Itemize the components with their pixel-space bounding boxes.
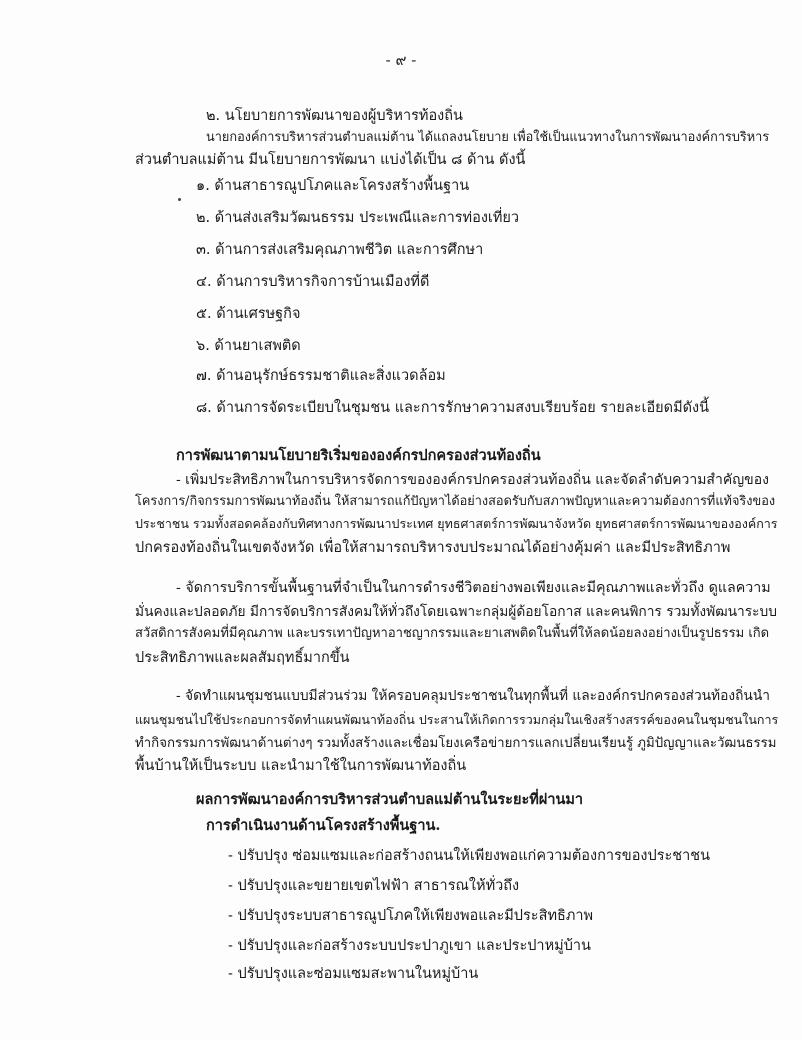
paragraph-line: แผนชุมชนไปใช้ประกอบการจัดทำแผนพัฒนาท้องถิ่น ประสานให้เกิดการรวมกลุ่มในเชิงสร้างสรรค์ของคนในชุมชนในการ [135,712,779,727]
paragraph-line: สวัสดิการสังคมที่มีคุณภาพ และบรรเทาปัญหาอาชญากรรมและยาเสพติดในพื้นที่ให้ลดน้อยลงอย่างเป็นรูปธรรม เกิด [135,626,770,641]
result-item: - ปรับปรุงและขยายเขตไฟฟ้า สาธารณให้ทั่วถึง [228,878,520,894]
policy-item: ๓. ด้านการส่งเสริมคุณภาพชีวิต และการศึกษา [196,242,484,258]
result-item: - ปรับปรุงระบบสาธารณูปโภคให้เพียงพอและมีประสิทธิภาพ [228,908,594,924]
infrastructure-subheading: การดำเนินงานด้านโครงสร้างพื้นฐาน. [206,817,441,834]
policy-item: ๔. ด้านการบริหารกิจการบ้านเมืองที่ดี [196,274,430,290]
policy-intro-line-1: นายกองค์การบริหารส่วนตำบลแม่ต้าน ได้แถลงนโยบาย เพื่อใช้เป็นแนวทางในการพัฒนาองค์การบริหาร [206,130,770,145]
results-heading: ผลการพัฒนาองค์การบริหารส่วนตำบลแม่ต้านในระยะที่ผ่านมา [196,791,584,808]
paragraph-line: มั่นคงและปลอดภัย มีการจัดบริการสังคมให้ทั่วถึงโดยเฉพาะกลุ่มผู้ด้อยโอกาส และคนพิการ รวมทั้งพัฒนาระบบ [135,604,777,620]
paragraph-line: ประชาชน รวมทั้งสอดคล้องกับทิศทางการพัฒนาประเทศ ยุทธศาสตร์การพัฒนาจังหวัด ยุทธศาสตร์การพัฒนาขององค์การ [135,516,778,531]
policy-item: ๖. ด้านยาเสพติด [196,338,301,354]
paragraph-line: พื้นบ้านให้เป็นระบบ และนำมาใช้ในการพัฒนาท้องถิ่น [135,758,467,774]
result-item: - ปรับปรุง ซ่อมแซมและก่อสร้างถนนให้เพียงพอแก่ความต้องการของประชาชน [228,848,711,864]
policy-item: ๗. ด้านอนุรักษ์ธรรมชาติและสิ่งแวดล้อม [196,368,446,384]
policy-item: ๕. ด้านเศรษฐกิจ [196,306,301,322]
paragraph-line: - เพิ่มประสิทธิภาพในการบริหารจัดการขององค์กรปกครองส่วนท้องถิ่น และจัดลำดับความสำคัญของ [176,472,769,488]
local-initiative-heading: การพัฒนาตามนโยบายริเริ่มขององค์กรปกครองส่วนท้องถิ่น [176,447,541,464]
policy-intro-line-2: ส่วนตำบลแม่ต้าน มีนโยบายการพัฒนา แบ่งได้เป็น ๘ ด้าน ดังนี้ [135,152,526,168]
scan-dot [178,198,181,201]
result-item: - ปรับปรุงและซ่อมแซมสะพานในหมู่บ้าน [228,966,479,982]
paragraph-line: ทำกิจกรรมการพัฒนาด้านต่างๆ รวมทั้งสร้างและเชื่อมโยงเครือข่ายการแลกเปลี่ยนเรียนรู้ ภูมิปัญญาและวัฒนธรรม [135,736,777,751]
paragraph-line: โครงการ/กิจกรรมการพัฒนาท้องถิ่น ให้สามารถแก้ปัญหาได้อย่างสอดรับกับสภาพปัญหาและความต้องการที่แท้จริงของ [135,494,776,509]
result-item: - ปรับปรุงและก่อสร้างระบบประปาภูเขา และประปาหมู่บ้าน [228,938,591,954]
policy-item: ๑. ด้านสาธารณูปโภคและโครงสร้างพื้นฐาน [196,178,470,194]
policy-item: ๘. ด้านการจัดระเบียบในชุมชน และการรักษาความสงบเรียบร้อย รายละเอียดมีดังนี้ [196,400,710,416]
paragraph-line: - จัดการบริการขั้นพื้นฐานที่จำเป็นในการดำรงชีวิตอย่างพอเพียงและมีคุณภาพและทั่วถึง ดูแลความ [176,580,771,596]
page-number: - ๙ - [385,51,417,69]
paragraph-line: - จัดทำแผนชุมชนแบบมีส่วนร่วม ให้ครอบคลุมประชาชนในทุกพื้นที่ และองค์กรปกครองส่วนท้องถิ่นนำ [176,688,770,704]
paragraph-line: ประสิทธิภาพและผลสัมฤทธิ์มากขึ้น [135,650,350,666]
paragraph-line: ปกครองท้องถิ่นในเขตจังหวัด เพื่อให้สามารถบริหารงบประมาณได้อย่างคุ้มค่า และมีประสิทธิภาพ [135,540,731,556]
policy-item: ๒. ด้านส่งเสริมวัฒนธรรม ประเพณีและการท่องเที่ยว [196,210,520,226]
policy-heading: ๒. นโยบายการพัฒนาของผู้บริหารท้องถิ่น [206,108,463,124]
